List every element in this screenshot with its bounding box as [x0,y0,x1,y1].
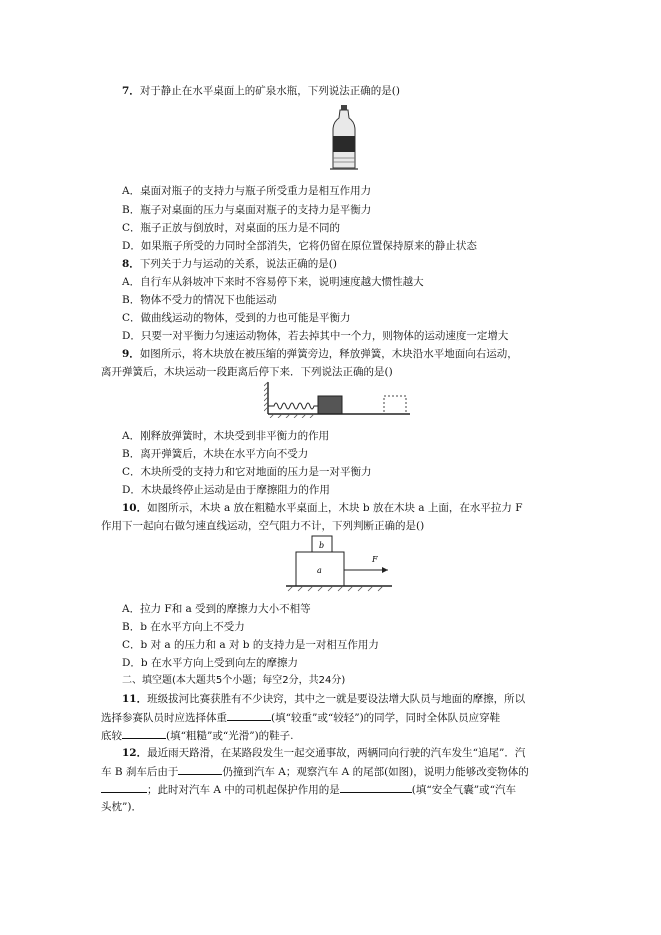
q11-text-1: 班级拔河比赛获胜有不少诀窍，其中之一就是要设法增大队员与地面的摩擦，所以 [147,693,526,705]
q11-line3 [101,728,294,743]
q11-text-3b: (填“粗糙”或“光滑”)的鞋子. [166,730,294,742]
q8-option-b: B．物体不受力的情况下也能运动 [122,294,277,306]
q10-option-d: D．b 在水平方向上受到向左的摩擦力 [122,657,298,669]
q11-number: 11． [122,693,148,705]
section-2-title: 二、填空题(本大题共5个小题；每空2分，共24分) [122,675,346,686]
bottle-label [333,136,355,152]
q8-option-d: D．只要一对平衡力匀速运动物体，若去掉其中一个力，则物体的运动速度一定增大 [122,330,509,342]
q7-option-d: D．如果瓶子所受的力同时全部消失，它将仍留在原位置保持原来的静止状态 [122,240,477,252]
water-bottle-figure [330,104,358,172]
block-a-label: a [317,566,322,575]
q11-line1 [122,692,525,706]
q12-line1 [122,746,525,760]
q12-text-3a: ；此时对汽车 A 中的司机起保护作用的是 [147,784,340,796]
q8-option-a: A．自行车从斜坡冲下来时不容易停下来，说明速度越大惯性越大 [122,276,424,288]
q10-option-b: B．b 在水平方向上不受力 [122,621,245,633]
q9-option-a: A．刚释放弹簧时，木块受到非平衡力的作用 [122,430,330,442]
q11-line2 [101,710,500,725]
q12-text-3b: (填“安全气囊”或“汽车 [411,784,516,796]
q7-option-b: B．瓶子对桌面的压力与桌面对瓶子的支持力是平衡力 [122,204,372,216]
q11-text-2b: (填“较重”或“较轻”)的同学，同时全体队员应穿鞋 [271,712,501,724]
q12-blank-2[interactable] [101,782,147,793]
q10-number: 10． [122,502,148,514]
q7-option-a: A．桌面对瓶子的支持力与瓶子所受重力是相互作用力 [122,185,372,197]
force-arrow-head [382,567,388,573]
force-label: F [372,555,378,564]
q9-option-d: D．木块最终停止运动是由于摩擦阻力的作用 [122,484,330,496]
q11-blank-2[interactable] [122,728,166,739]
q12-text-2b: 仍撞到汽车 A；观察汽车 A 的尾部(如图)，说明力能够改变物体的 [222,766,529,778]
q10-stem-line1 [122,501,523,515]
q12-line4: 头枕”)． [101,801,142,813]
q12-blank-3[interactable] [340,782,412,793]
q10-option-a: A．拉力 F和 a 受到的摩擦力大小不相等 [122,603,311,615]
q9-option-c: C．木块所受的支持力和它对地面的压力是一对平衡力 [122,466,372,478]
q12-text-1: 最近雨天路滑，在某路段发生一起交通事故，两辆同向行驶的汽车发生“追尾”．汽 [147,747,526,759]
q11-text-3a: 底较 [101,730,122,742]
q10-stem-text-1: 如图所示，木块 a 放在粗糙水平桌面上，木块 b 放在木块 a 上面，在水平拉力 F [147,502,523,514]
q10-option-c: C．b 对 a 的压力和 a 对 b 的支持力是一对相互作用力 [122,639,379,651]
q7-stem [122,84,400,98]
compressed-spring [268,403,318,409]
table-hatching [288,586,383,591]
q12-text-2a: 车 B 刹车后由于 [101,766,179,778]
q12-number: 12． [122,747,148,759]
q12-blank-1[interactable] [178,764,222,775]
q8-number: 8． [122,258,140,270]
q11-text-2a: 选择参赛队员时应选择体重 [101,712,227,724]
q9-option-b: B．离开弹簧后，木块在水平方向不受力 [122,448,309,460]
q8-stem-text: 下列关于力与运动的关系，说法正确的是() [139,258,338,270]
q9-stem-line1 [122,347,518,361]
bottle-cap [341,105,347,110]
wooden-block [318,396,342,414]
q9-number: 9． [122,348,140,360]
q8-stem [122,257,337,271]
q9-stem-line2: 离开弹簧后，木块运动一段距离后停下来．下列说法正确的是() [101,366,393,378]
block-final-position [384,396,406,414]
spring-block-figure [264,380,410,418]
q7-number: 7． [122,85,140,97]
block-b-label: b [319,541,325,550]
q10-stem-line2: 作用下一起向右做匀速直线运动，空气阻力不计，下列判断正确的是() [101,520,425,532]
q12-line3 [101,782,516,797]
q7-stem-text: 对于静止在水平桌面上的矿泉水瓶，下列说法正确的是() [139,85,401,97]
q12-line2 [101,764,529,779]
stacked-blocks-figure [284,534,396,592]
q9-stem-text-1: 如图所示，将木块放在被压缩的弹簧旁边，释放弹簧，木块沿水平地面向右运动， [139,348,518,360]
q7-option-c: C．瓶子正放与倒放时，对桌面的压力是不同的 [122,222,341,234]
q11-blank-1[interactable] [227,710,271,721]
q8-option-c: C．做曲线运动的物体，受到的力也可能是平衡力 [122,312,351,324]
